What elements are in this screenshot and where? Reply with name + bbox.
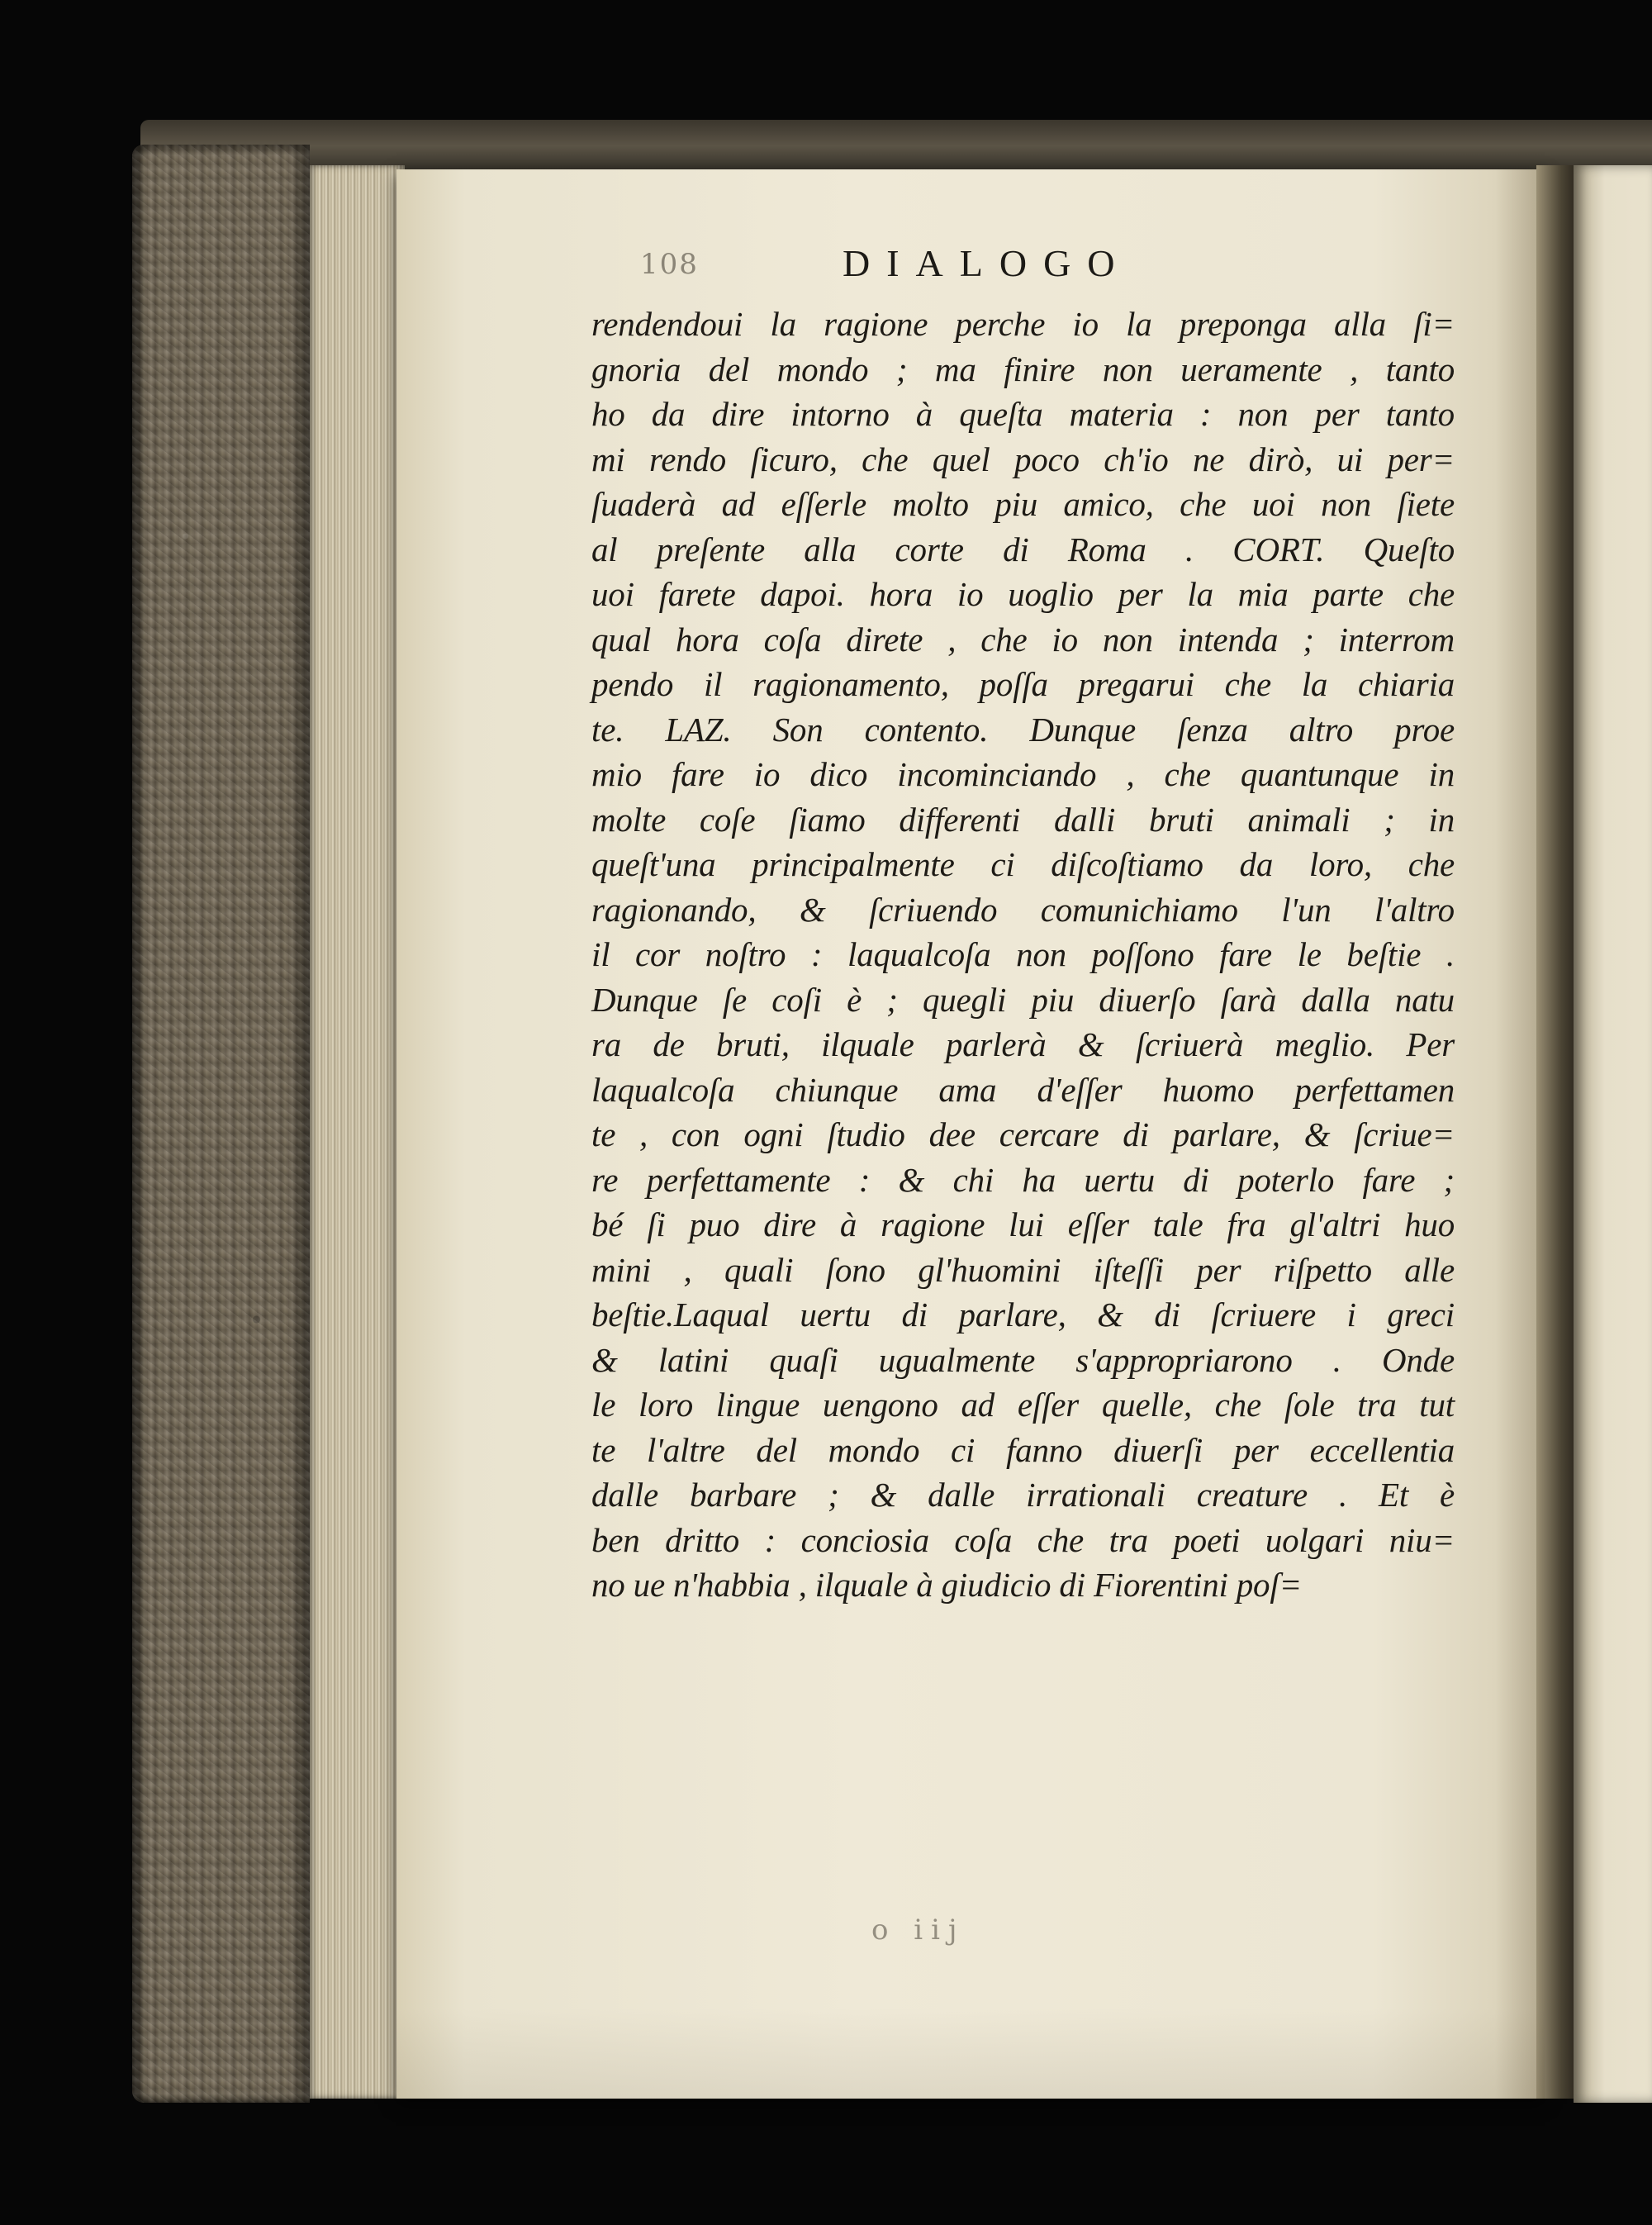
running-header	[396, 241, 1545, 299]
text-line: molte coſe ſiamo differenti dalli bruti animali ; in	[591, 800, 1455, 839]
text-line: pendo il ragionamento, poſſa pregarui che la chiaria	[591, 665, 1455, 703]
text-line: te , con ogni ſtudio dee cercare di parlare, & ſcriue=	[591, 1115, 1455, 1153]
book-gutter	[1536, 165, 1578, 2099]
spine-texture	[132, 145, 310, 2103]
text-line: ho da dire intorno à queſta materia : non per tanto	[591, 395, 1455, 433]
text-line: beſtie.Laqual uertu di parlare, & di ſcriuere i greci	[591, 1296, 1455, 1334]
text-line: ra de bruti, ilquale parlerà & ſcriuerà meglio. Per	[591, 1025, 1455, 1063]
text-line: no ue n'habbia , ilquale à giudicio di Fiorentini poſ=	[591, 1566, 1302, 1604]
text-line: re perfettamente : & chi ha uertu di poterlo fare ;	[591, 1160, 1455, 1199]
text-line: & latini quaſi ugualmente s'appropriarono . Onde	[591, 1340, 1455, 1379]
text-line: bé ſi puo dire à ragione lui eſſer tale fra gl'altri huo	[591, 1205, 1455, 1243]
text-line: uoi farete dapoi. hora io uoglio per la mia parte che	[591, 575, 1455, 613]
text-line: te. LAZ. Son contento. Dunque ſenza altro proe	[591, 710, 1455, 749]
page-bottom-shading	[396, 2008, 1545, 2099]
text-line: ben dritto : conciosia coſa che tra poeti uolgari niu=	[591, 1520, 1455, 1559]
text-line: ſuaderà ad eſſerle molto piu amico, che uoi non ſiete	[591, 485, 1455, 523]
signature-mark: o iij	[871, 1914, 966, 1947]
text-line: al preſente alla corte di Roma . CORT. Queſto	[591, 530, 1455, 568]
text-line: queſt'una principalmente ci diſcoſtiamo da loro, che	[591, 845, 1455, 883]
text-line: mini , quali ſono gl'huomini iſteſſi per riſpetto alle	[591, 1250, 1455, 1289]
running-head-title: DIALOGO	[843, 242, 1132, 284]
text-line: Dunque ſe coſi è ; quegli piu diuerſo ſarà dalla natu	[591, 980, 1455, 1019]
text-line: mi rendo ſicuro, che quel poco ch'io ne dirò, ui per=	[591, 440, 1455, 478]
text-line: il cor noſtro : laqualcoſa non poſſono fare le beſtie .	[591, 935, 1455, 973]
body-text	[591, 302, 1455, 1608]
page-edges	[310, 165, 405, 2099]
page-number: 108	[640, 248, 699, 281]
text-line: qual hora coſa direte , che io non intenda ; interrom	[591, 620, 1455, 658]
text-line: mio fare io dico incominciando , che quantunque in	[591, 755, 1455, 793]
book-spine	[132, 145, 310, 2103]
text-line: ragionando, & ſcriuendo comunichiamo l'un l'altro	[591, 890, 1455, 929]
text-line: gnoria del mondo ; ma finire non ueramente , tanto	[591, 349, 1455, 388]
text-line: te l'altre del mondo ci fanno diuerſi per eccellentia	[591, 1430, 1455, 1469]
text-line: le loro lingue uengono ad eſſer quelle, che ſole tra tut	[591, 1386, 1455, 1424]
text-line: rendendoui la ragione perche io la preponga alla ſi=	[591, 305, 1455, 343]
right-page-edge	[1574, 165, 1652, 2103]
text-line: laqualcoſa chiunque ama d'eſſer huomo perfettamen	[591, 1070, 1455, 1109]
text-line: dalle barbare ; & dalle irrationali creature . Et è	[591, 1476, 1455, 1514]
